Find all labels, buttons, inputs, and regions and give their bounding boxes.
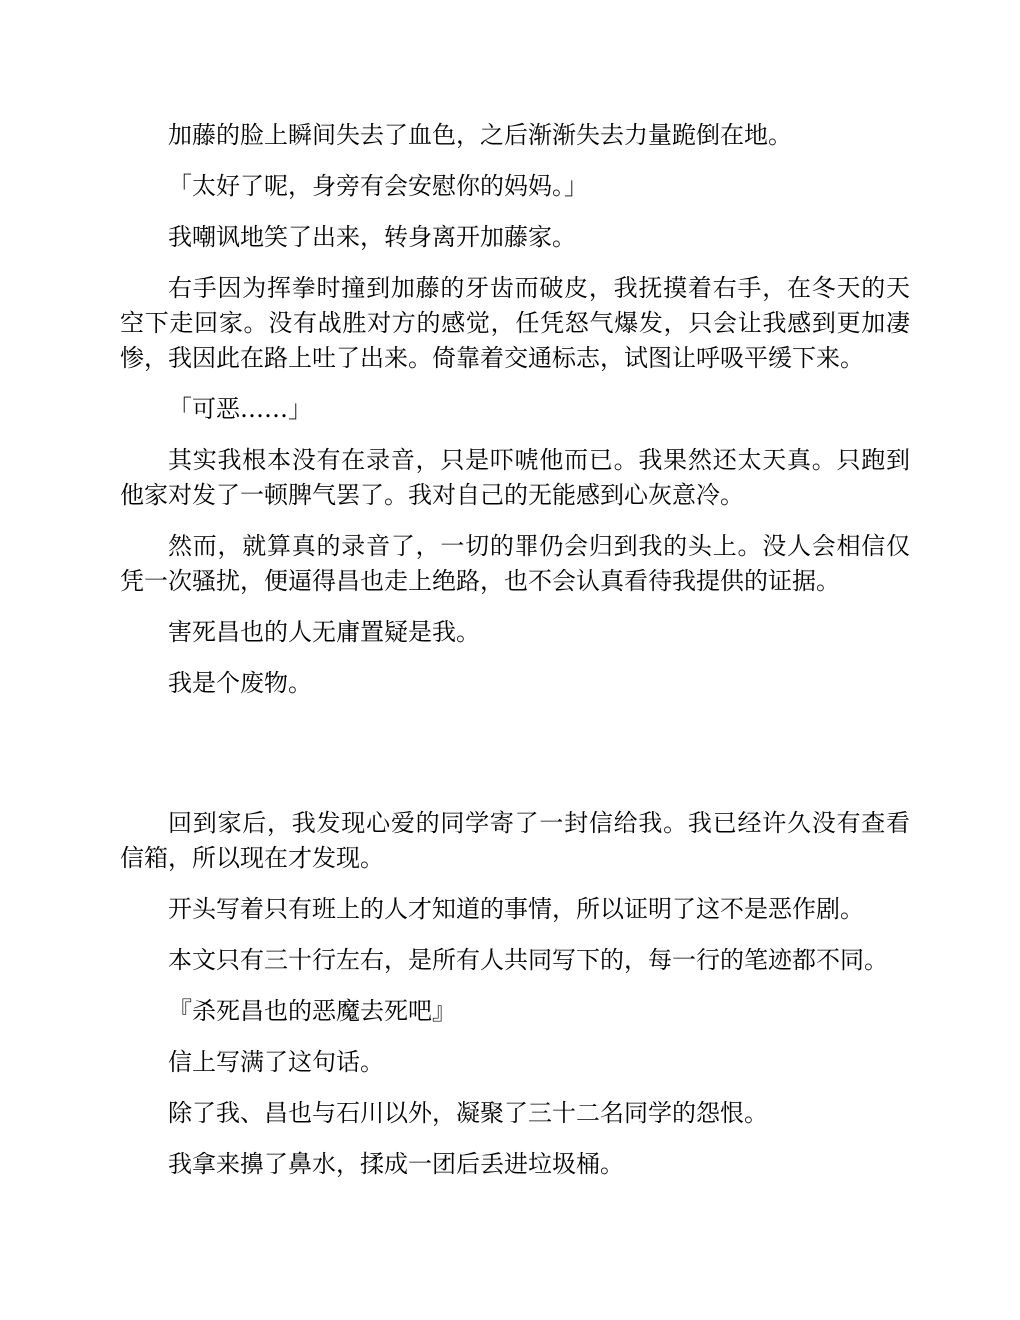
- paragraph: 除了我、昌也与石川以外，凝聚了三十二名同学的怨恨。: [168, 1099, 768, 1127]
- paragraph: 「太好了呢，身旁有会安慰你的妈妈。」: [168, 172, 588, 200]
- paragraph: 右手因为挥拳时撞到加藤的牙齿而破皮，我抚摸着右手，在冬天的天空下走回家。没有战胜对方的感觉，任凭怒气爆发，只会让我感到更加凄惨，我因此在路上吐了出来。倚靠着交通标志，试图让呼吸平缓下来。: [120, 274, 910, 372]
- paragraph: 我拿来擤了鼻水，揉成一团后丢进垃圾桶。: [168, 1150, 624, 1178]
- paragraph: 害死昌也的人无庸置疑是我。: [168, 618, 480, 646]
- section-2: [120, 806, 910, 1198]
- paragraph: 加藤的脸上瞬间失去了血色，之后渐渐失去力量跪倒在地。: [168, 121, 792, 149]
- paragraph: 我是个废物。: [168, 669, 312, 697]
- paragraph: 我嘲讽地笑了出来，转身离开加藤家。: [168, 223, 576, 251]
- paragraph: 『杀死昌也的恶魔去死吧』: [168, 997, 456, 1025]
- paragraph: 本文只有三十行左右，是所有人共同写下的，每一行的笔迹都不同。: [168, 946, 888, 974]
- paragraph: 「可恶……」: [168, 395, 312, 423]
- paragraph: 信上写满了这句话。: [168, 1048, 384, 1076]
- section-1: [120, 118, 910, 717]
- paragraph: 其实我根本没有在录音，只是吓唬他而已。我果然还太天真。只跑到他家对发了一顿脾气罢了。我对自己的无能感到心灰意冷。: [120, 446, 910, 509]
- paragraph: 开头写着只有班上的人才知道的事情，所以证明了这不是恶作剧。: [168, 895, 864, 923]
- paragraph: 然而，就算真的录音了，一切的罪仍会归到我的头上。没人会相信仅凭一次骚扰，便逼得昌也走上绝路，也不会认真看待我提供的证据。: [120, 532, 910, 595]
- paragraph: 回到家后，我发现心爱的同学寄了一封信给我。我已经许久没有查看信箱，所以现在才发现。: [120, 809, 910, 872]
